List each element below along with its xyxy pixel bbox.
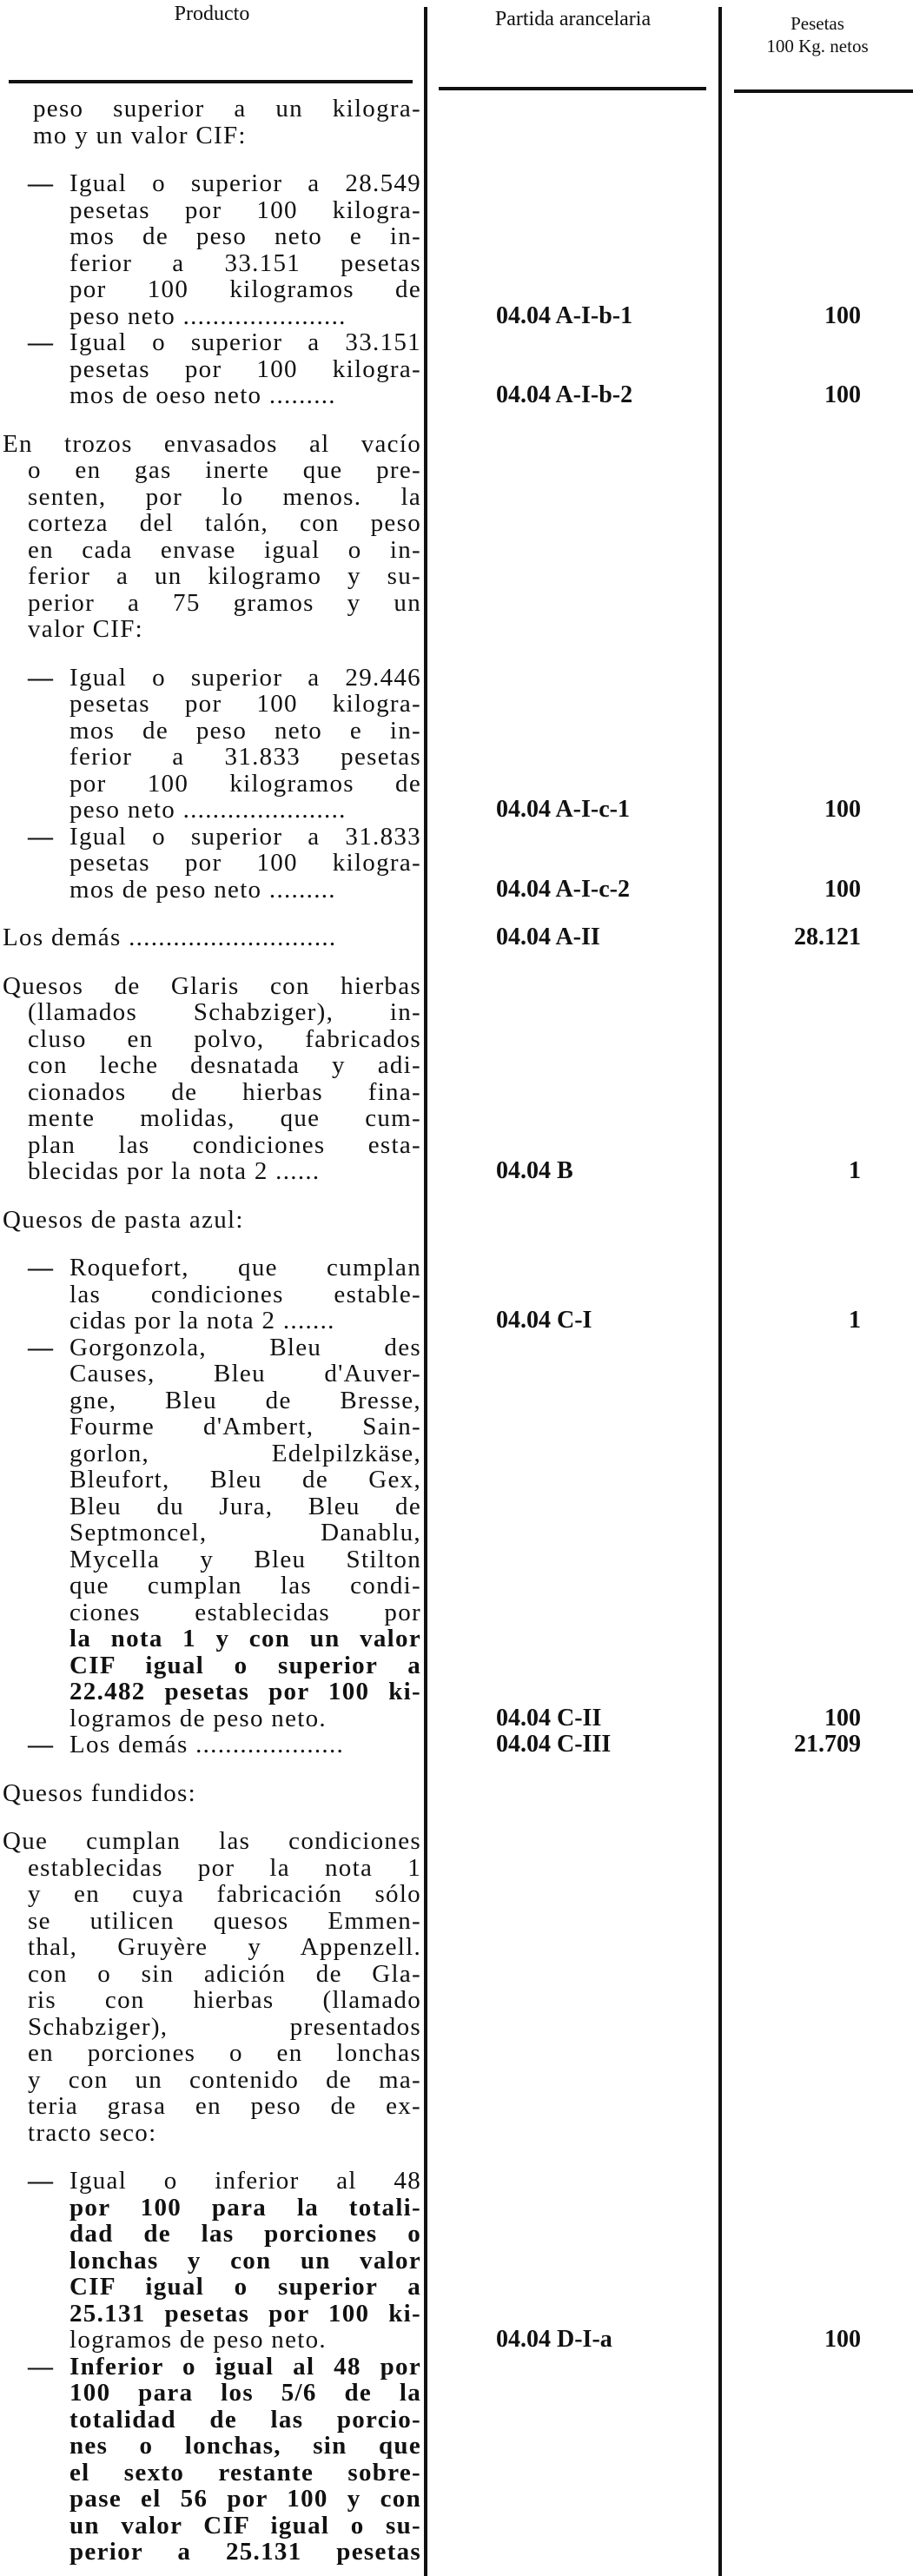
product-text: o en gas inerte que pre- [28, 456, 421, 484]
product-text-line [0, 484, 421, 511]
product-text: (llamados Schabziger), in- [28, 998, 421, 1026]
product-text-line [0, 1987, 421, 2014]
product-text: un valor CIF igual o su- [69, 2511, 421, 2540]
product-text: pesetas por 100 kilogra- [69, 354, 421, 383]
product-text-line [0, 537, 421, 564]
product-text-line [0, 276, 421, 303]
product-text: Mycella y Bleu Stilton [69, 1545, 421, 1573]
product-text-line [0, 877, 421, 904]
product-text-line [0, 1961, 421, 1988]
product-text-line [0, 2195, 421, 2222]
product-text: cionados de hierbas fina- [28, 1077, 421, 1106]
product-text: valor CIF: [28, 615, 144, 643]
product-text: ciones establecidas por [69, 1598, 421, 1626]
product-text-line [0, 510, 421, 537]
header-partida-arancelaria: Partida arancelaria [494, 8, 652, 30]
product-text-line [0, 1626, 421, 1652]
pesetas-value: 100 [824, 2326, 861, 2353]
product-text-line [0, 1828, 421, 1855]
product-text-line [0, 96, 421, 123]
product-text-line [0, 924, 421, 951]
header-rule-pesetas [734, 89, 913, 93]
product-text-line [0, 431, 421, 458]
product-text-line [0, 170, 421, 197]
product-text-line [0, 1780, 421, 1807]
product-text-line [0, 771, 421, 798]
product-text: pesetas por 100 kilogra- [69, 690, 421, 718]
product-text-line [0, 1207, 421, 1234]
product-text-line [0, 123, 421, 149]
product-text: senten, por lo menos. la [28, 482, 421, 511]
product-text-line [0, 1705, 421, 1732]
product-text-line [0, 563, 421, 590]
product-text-line [0, 2168, 421, 2195]
product-text: mos de peso neto ......... [69, 875, 336, 904]
product-text-line [0, 1414, 421, 1440]
product-text-line [0, 1546, 421, 1573]
product-text-line [0, 2513, 421, 2540]
table-row [0, 431, 913, 643]
product-text: cluso en polvo, fabricados [28, 1024, 421, 1053]
product-text-line [0, 2407, 421, 2434]
product-text-line [0, 1881, 421, 1908]
product-text-line [0, 356, 421, 383]
dash-bullet-icon: — [28, 169, 55, 197]
product-text-line [0, 850, 421, 877]
dash-bullet-icon: — [28, 1731, 55, 1758]
product-text: 100 para los 5/6 de la [69, 2379, 421, 2407]
product-text: por 100 kilogramos de [69, 275, 421, 303]
product-text-line [0, 2248, 421, 2275]
table-row [0, 170, 913, 329]
product-text-line [0, 1934, 421, 1961]
product-text: Fourme d'Ambert, Sain- [69, 1413, 421, 1440]
product-text: y con un contenido de ma- [28, 2065, 421, 2094]
pesetas-value: 100 [824, 796, 861, 823]
product-text: en porciones o en lonchas [28, 2039, 421, 2067]
product-text-line [0, 1467, 421, 1493]
product-text: Bleufort, Bleu de Gex, [69, 1466, 421, 1493]
pesetas-value: 1 [849, 1307, 861, 1334]
product-text: Igual o superior a 29.446 [69, 663, 421, 692]
tariff-code: 04.04 C-II [496, 1704, 602, 1732]
table-row [0, 329, 913, 409]
product-text: pesetas por 100 kilogra- [69, 849, 421, 877]
product-text-line [0, 691, 421, 718]
product-text: peso superior a un kilogra- [33, 95, 421, 123]
product-text-line [0, 1052, 421, 1079]
product-text-line [0, 2433, 421, 2460]
product-text: gorlon, Edelpilzkäse, [69, 1439, 421, 1467]
tariff-code: 04.04 C-III [496, 1731, 612, 1758]
tariff-code: 04.04 D-I-a [496, 2326, 612, 2353]
product-text: CIF igual o superior a [69, 1651, 421, 1679]
product-text-line [0, 1026, 421, 1053]
product-text: Inferior o igual al 48 por [69, 2352, 421, 2381]
product-text: Igual o superior a 28.549 [69, 169, 421, 197]
product-text: cidas por la nota 2 ....... [69, 1307, 335, 1334]
product-text-line [0, 744, 421, 771]
product-text-line [0, 2486, 421, 2513]
product-text-line [0, 382, 421, 409]
product-text-line [0, 1493, 421, 1520]
product-text: corteza del talón, con peso [28, 509, 421, 537]
product-text: en cada envase igual o in- [28, 535, 421, 564]
product-text: Que cumplan las condiciones [3, 1827, 421, 1855]
product-text: tracto seco: [28, 2118, 157, 2147]
header-pesetas [722, 12, 913, 57]
pesetas-value: 21.709 [794, 1731, 861, 1758]
product-text-line [0, 457, 421, 484]
product-text-line [0, 1361, 421, 1387]
product-text: 22.482 pesetas por 100 ki- [69, 1678, 421, 1705]
product-text: la nota 1 y con un valor [69, 1625, 421, 1652]
product-text: y en cuya fabricación sólo [28, 1880, 421, 1908]
product-text: establecidas por la nota 1 [28, 1853, 421, 1882]
product-text-line [0, 2354, 421, 2381]
pesetas-value: 100 [824, 875, 861, 903]
tariff-table-body [0, 96, 913, 2566]
product-text-line [0, 2014, 421, 2041]
product-text: Bleu du Jura, Bleu de [69, 1492, 421, 1520]
table-row [0, 96, 913, 149]
pesetas-value: 1 [849, 1157, 861, 1184]
tariff-code: 04.04 A-I-c-1 [496, 796, 630, 823]
table-row [0, 924, 913, 951]
product-text: Igual o inferior al 48 [69, 2167, 421, 2195]
product-text-line [0, 1573, 421, 1599]
product-text: mos de oeso neto ......... [69, 381, 336, 409]
product-text: blecidas por la nota 2 ...... [28, 1157, 321, 1185]
product-text: ferior a 33.151 pesetas [69, 248, 421, 277]
product-text-line [0, 616, 421, 643]
header-rule-partida [439, 87, 706, 90]
table-row [0, 2168, 913, 2354]
product-text: gne, Bleu de Bresse, [69, 1386, 421, 1414]
pesetas-value: 100 [824, 381, 861, 408]
product-text-line [0, 1308, 421, 1334]
dash-bullet-icon: — [28, 328, 55, 356]
product-text: por 100 kilogramos de [69, 769, 421, 798]
product-text-line [0, 1334, 421, 1361]
product-text-line [0, 1679, 421, 1705]
product-text-line [0, 1158, 421, 1185]
table-row [0, 1255, 913, 1334]
product-text-line [0, 2067, 421, 2094]
product-text-line [0, 2301, 421, 2328]
header-rule-producto [9, 80, 413, 83]
product-text: Igual o superior a 31.833 [69, 822, 421, 851]
product-text-line [0, 2539, 421, 2566]
product-text: las condiciones estable- [69, 1280, 421, 1308]
product-text: totalidad de las porcio- [69, 2405, 421, 2434]
tariff-code: 04.04 B [496, 1157, 573, 1184]
product-text-line [0, 1387, 421, 1414]
product-text-line [0, 1440, 421, 1467]
product-text: Quesos de pasta azul: [3, 1205, 244, 1234]
product-text-line [0, 1732, 421, 1758]
product-text-line [0, 1652, 421, 1679]
product-text: se utilicen quesos Emmen- [28, 1906, 421, 1935]
product-text: mos de peso neto e in- [69, 222, 421, 250]
pesetas-value: 28.121 [794, 924, 861, 950]
table-row [0, 2354, 913, 2566]
product-text: En trozos envasados al vacío [3, 429, 421, 458]
product-text-line [0, 1281, 421, 1308]
product-text-line [0, 718, 421, 745]
table-row [0, 973, 913, 1185]
product-text-line [0, 1855, 421, 1882]
product-text: 25.131 pesetas por 100 ki- [69, 2299, 421, 2328]
product-text-line [0, 2093, 421, 2120]
tariff-code: 04.04 A-I-c-2 [496, 875, 630, 903]
product-text-line [0, 2040, 421, 2067]
product-text: perior a 25.131 pesetas [69, 2538, 421, 2566]
product-text: perior a 75 gramos y un [28, 588, 421, 617]
product-text: Septmoncel, Danablu, [69, 1519, 421, 1546]
product-text-line [0, 250, 421, 277]
product-text: mente molidas, que cum- [28, 1104, 421, 1132]
product-text-line [0, 1520, 421, 1546]
product-text: thal, Gruyère y Appenzell. [28, 1933, 421, 1961]
table-row [0, 665, 913, 824]
product-text-line [0, 2327, 421, 2354]
dash-bullet-icon: — [28, 1254, 55, 1281]
product-text-line [0, 2460, 421, 2487]
dash-bullet-icon: — [28, 2167, 55, 2195]
product-text-line [0, 223, 421, 250]
product-text: ris con hierbas (llamado [28, 1986, 421, 2014]
pesetas-value: 100 [824, 301, 861, 329]
product-text: Quesos de Glaris con hierbas [3, 971, 421, 1000]
product-text-line [0, 1255, 421, 1281]
product-text: Los demás .................... [69, 1731, 345, 1758]
table-row [0, 1828, 913, 2146]
product-text: teria grasa en peso de ex- [28, 2092, 421, 2120]
pesetas-value: 100 [824, 1704, 861, 1732]
product-text-line [0, 2380, 421, 2407]
product-text: con leche desnatada y adi- [28, 1051, 421, 1079]
product-text-line [0, 1599, 421, 1626]
product-text: peso neto ...................... [69, 796, 347, 824]
product-text: Roquefort, que cumplan [69, 1254, 421, 1281]
tariff-code: 04.04 A-I-b-2 [496, 381, 633, 408]
tariff-code: 04.04 A-II [496, 924, 600, 950]
product-text: ferior a 31.833 pesetas [69, 743, 421, 771]
product-text: logramos de peso neto. [69, 1704, 327, 1732]
product-text: que cumplan las condi- [69, 1572, 421, 1599]
product-text: pase el 56 por 100 y con [69, 2485, 421, 2513]
product-text: ferior a un kilogramo y su- [28, 562, 421, 590]
product-text: nes o lonchas, sin que [69, 2432, 421, 2460]
product-text-line [0, 2221, 421, 2248]
product-text-line [0, 1908, 421, 1935]
table-row [0, 824, 913, 904]
product-text-line [0, 2274, 421, 2301]
product-text: plan las condiciones esta- [28, 1130, 421, 1159]
product-text-line [0, 197, 421, 224]
product-text-line [0, 303, 421, 330]
product-text-line [0, 797, 421, 824]
product-text-line [0, 999, 421, 1026]
product-text-line [0, 665, 421, 692]
product-text-line [0, 973, 421, 1000]
product-text: Los demás ............................ [3, 924, 337, 951]
product-text: pesetas por 100 kilogra- [69, 195, 421, 224]
table-row [0, 1780, 913, 1807]
dash-bullet-icon: — [28, 822, 55, 851]
product-text-line [0, 1132, 421, 1159]
tariff-code: 04.04 A-I-b-1 [496, 301, 633, 329]
dash-bullet-icon: — [28, 2352, 55, 2381]
product-text-line [0, 2120, 421, 2147]
product-text: Causes, Bleu d'Auver- [69, 1360, 421, 1387]
product-text-line [0, 590, 421, 617]
product-text: Schabziger), presentados [28, 2012, 421, 2041]
table-row [0, 1334, 913, 1732]
product-text: mos de peso neto e in- [69, 716, 421, 745]
header-pesetas-line2: 100 Kg. netos [766, 36, 869, 56]
product-text: el sexto restante sobre- [69, 2458, 421, 2487]
product-text-line [0, 824, 421, 851]
product-text: con o sin adición de Gla- [28, 1959, 421, 1988]
dash-bullet-icon: — [28, 663, 55, 692]
header-pesetas-line1: Pesetas [791, 13, 844, 34]
product-text: por 100 para la totali- [69, 2193, 421, 2222]
dash-bullet-icon: — [28, 1333, 55, 1361]
product-text: logramos de peso neto. [69, 2326, 327, 2354]
product-text-line [0, 1105, 421, 1132]
product-text: Igual o superior a 33.151 [69, 328, 421, 356]
product-text-line [0, 1079, 421, 1106]
tariff-code: 04.04 C-I [496, 1307, 592, 1334]
header-producto: Producto [174, 3, 250, 25]
product-text: mo y un valor CIF: [33, 121, 247, 149]
product-text: peso neto ...................... [69, 301, 347, 330]
table-row [0, 1207, 913, 1234]
product-text: dad de las porciones o [69, 2220, 421, 2248]
product-text-line [0, 329, 421, 356]
product-text: Quesos fundidos: [3, 1778, 196, 1807]
product-text: Gorgonzola, Bleu des [69, 1333, 421, 1361]
table-row [0, 1732, 913, 1758]
product-text: CIF igual o superior a [69, 2273, 421, 2301]
product-text: lonchas y con un valor [69, 2246, 421, 2275]
